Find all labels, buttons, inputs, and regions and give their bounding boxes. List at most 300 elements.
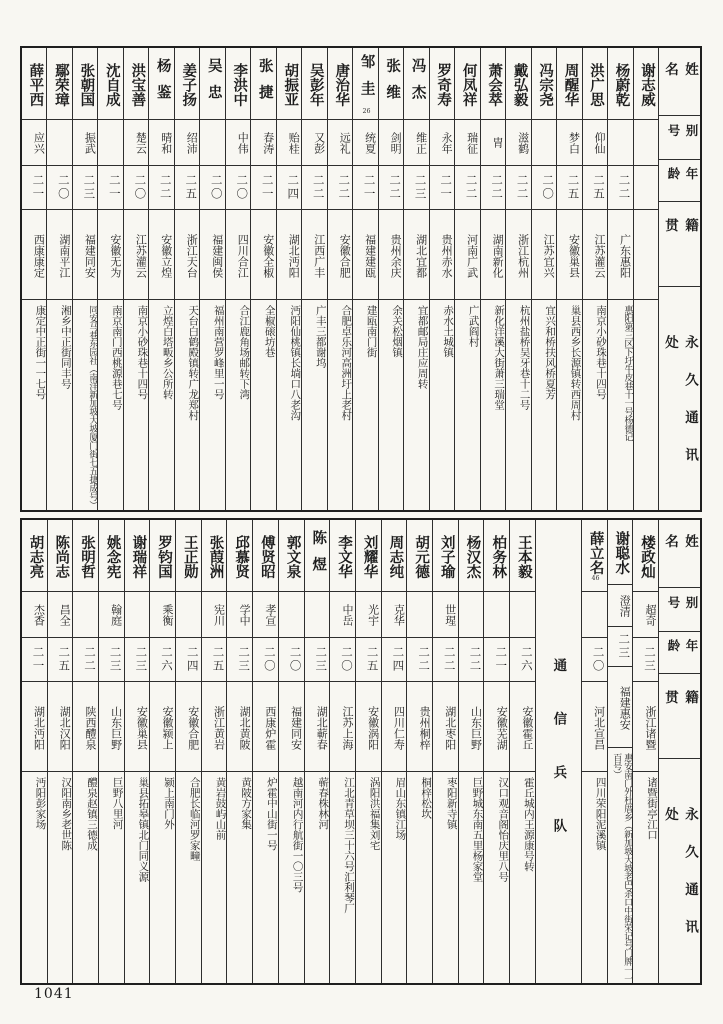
name-cell: 张维: [379, 48, 403, 120]
registry-table-bottom: [20, 518, 702, 985]
address-cell: 合肥长临河罗家疃: [188, 777, 201, 861]
alias-cell: [532, 120, 556, 166]
alias-cell: [484, 592, 509, 638]
address-cell: 黄陂方家集: [240, 777, 253, 830]
alias-cell: 应兴: [22, 120, 46, 166]
address-cell: 南京小砂珠巷十四号: [136, 305, 149, 400]
alias-cell: [305, 592, 330, 638]
person-column: [199, 48, 224, 510]
person-column: [480, 48, 505, 510]
alias-cell: 中伟: [226, 120, 250, 166]
place-cell: 山东巨野: [99, 682, 124, 772]
name-cell: 胡元德: [407, 520, 432, 592]
header-name: 姓名: [659, 48, 700, 116]
name-cell: 沈自成: [98, 48, 122, 120]
age-cell: 二〇: [124, 166, 148, 210]
age-cell: 二〇: [330, 638, 355, 682]
person-column: [148, 48, 173, 510]
place-cell: 贵州桐梓: [407, 682, 432, 772]
age-cell: 二三: [608, 627, 633, 667]
age-cell: 二一: [22, 166, 46, 210]
alias-cell: 维正: [404, 120, 428, 166]
header-age: 年龄: [659, 160, 700, 202]
age-cell: 二五: [202, 638, 227, 682]
place-cell: 安徽无为: [98, 210, 122, 300]
address-cell: 湘乡中正街同丰号: [59, 305, 72, 389]
person-column: [98, 520, 124, 983]
alias-cell: 翰庭: [99, 592, 124, 638]
name-cell: 张朝国: [73, 48, 97, 120]
address-cell: 炉霍中山街一号: [265, 777, 278, 851]
age-cell: 二二: [455, 166, 479, 210]
person-column: [250, 48, 275, 510]
name-cell: 张葭洲: [202, 520, 227, 592]
name-cell: 杨蔚乾: [608, 48, 632, 120]
header-place: 籍贯: [659, 202, 700, 287]
alias-cell: [634, 120, 658, 166]
place-cell: 山东巨野: [459, 682, 484, 772]
place-cell: 河南广武: [455, 210, 479, 300]
age-cell: 二二: [73, 638, 98, 682]
name-cell: 洪广思: [583, 48, 607, 120]
name-cell: 冯杰: [404, 48, 428, 120]
address-cell: 枣阳新寺镇: [445, 777, 458, 830]
age-cell: 二一: [484, 638, 509, 682]
person-column: [355, 520, 381, 983]
address-cell: 全椒磙坊巷: [263, 305, 276, 358]
address-cell: 诸暨街亭江口: [646, 777, 658, 840]
person-column: [458, 520, 484, 983]
address-cell: 赤水土城镇: [442, 305, 455, 358]
place-cell: 湖北蕲春: [305, 682, 330, 772]
name-cell: 王本毅: [510, 520, 535, 592]
name-cell: 萧会萃: [481, 48, 505, 120]
name-cell: 李洪中: [226, 48, 250, 120]
address-cell: 巨野八里河: [111, 777, 124, 830]
age-cell: 二三: [227, 638, 252, 682]
header-address: 永久通讯处: [662, 807, 698, 958]
address-cell: 霍丘城内王源康号转: [522, 777, 535, 872]
alias-cell: 宪川: [202, 592, 227, 638]
age-cell: 二二: [433, 638, 458, 682]
alias-cell: 杰香: [22, 592, 47, 638]
person-column: [381, 520, 407, 983]
place-cell: 西康炉霍: [253, 682, 278, 772]
person-column: [201, 520, 227, 983]
age-cell: 二一: [430, 166, 454, 210]
person-column: [72, 48, 97, 510]
name-cell: 刘耀华: [356, 520, 381, 592]
person-column: [378, 48, 403, 510]
alias-cell: 世瑆: [433, 592, 458, 638]
alias-cell: [279, 592, 304, 638]
alias-cell: 永年: [430, 120, 454, 166]
address-cell: 沔阳仙桃镇长埫口八老沟: [289, 305, 302, 421]
registry-table-top: [20, 46, 702, 512]
alias-cell: 梦白: [557, 120, 581, 166]
name-cell: 胡志亮: [22, 520, 47, 592]
person-column: [123, 48, 148, 510]
place-cell: 四川仁寿: [382, 682, 407, 772]
place-cell: 江西广丰: [302, 210, 326, 300]
address-cell: 立煌白塔畈乡公所转: [161, 305, 174, 400]
footnote-mark: 46: [591, 574, 600, 582]
place-cell: 江苏灌云: [583, 210, 607, 300]
name-cell: 张明哲: [73, 520, 98, 592]
name-cell: 谢志威: [634, 48, 658, 120]
age-cell: 二〇: [279, 638, 304, 682]
age-cell: 二四: [382, 638, 407, 682]
address-cell: 惠阳第三区下圩牛皮巷十一号杨德记: [622, 305, 633, 441]
alias-cell: [510, 592, 535, 638]
alias-cell: [407, 592, 432, 638]
name-cell: 柏务林: [484, 520, 509, 592]
place-cell: 安徽立煌: [149, 210, 173, 300]
age-cell: 二二: [379, 166, 403, 210]
name-cell: 谢聪水: [608, 520, 633, 585]
person-column: [432, 520, 458, 983]
place-cell: 安徽巢县: [125, 682, 150, 772]
address-cell: 南京小砂珠巷十四号: [595, 305, 608, 400]
person-column: [174, 48, 199, 510]
address-cell: 汉口观音阁怡庆里八号: [497, 777, 510, 882]
place-cell: 湖北枣阳: [433, 682, 458, 772]
person-column: [304, 520, 330, 983]
age-cell: 二四: [277, 166, 301, 210]
name-cell: 楼政灿: [633, 520, 658, 592]
age-cell: 二二: [481, 166, 505, 210]
person-column: [505, 48, 530, 510]
alias-cell: 晴和: [149, 120, 173, 166]
person-column: [124, 520, 150, 983]
person-column: [46, 48, 71, 510]
person-column: [406, 520, 432, 983]
age-cell: [634, 166, 658, 210]
place-cell: 湖北黄陂: [227, 682, 252, 772]
address-cell: 合肥卓乐河高洲圩上老村: [340, 305, 353, 421]
person-column: [276, 48, 301, 510]
place-cell: 湖北沔阳: [277, 210, 301, 300]
name-cell: 冯宗尧: [532, 48, 556, 120]
address-cell: 福州南营罗峰里一号: [212, 305, 225, 400]
person-column: [429, 48, 454, 510]
age-cell: 二五: [175, 166, 199, 210]
header-name: 姓名: [659, 520, 700, 588]
person-column: [22, 520, 47, 983]
place-cell: 安徽巢县: [557, 210, 581, 300]
age-cell: 二〇: [582, 638, 607, 682]
age-cell: 二三: [633, 638, 658, 682]
name-cell: 邹圭26: [353, 48, 377, 120]
place-cell: 贵州赤水: [430, 210, 454, 300]
person-column: [509, 520, 535, 983]
age-cell: 二六: [150, 638, 175, 682]
address-cell: 江北青草坝三十六号汇利琴厂: [342, 777, 355, 914]
name-cell: 刘子瑜: [433, 520, 458, 592]
age-cell: 二〇: [200, 166, 224, 210]
place-cell: 福建建瓯: [353, 210, 377, 300]
alias-cell: [47, 120, 71, 166]
header-column: [658, 48, 700, 510]
person-column: [632, 520, 658, 983]
place-cell: 安徽霍丘: [510, 682, 535, 772]
alias-cell: 贻桂: [277, 120, 301, 166]
alias-cell: 统夏: [353, 120, 377, 166]
age-cell: 二三: [404, 166, 428, 210]
alias-cell: 远礼: [328, 120, 352, 166]
place-cell: 福建闽侯: [200, 210, 224, 300]
age-cell: 二一: [98, 166, 122, 210]
address-cell: 沔阳彭家场: [34, 777, 47, 830]
name-cell: 谢瑞祥: [125, 520, 150, 592]
page-number: 1041: [34, 986, 74, 1002]
person-column: [607, 520, 633, 983]
person-column: [22, 48, 46, 510]
alias-cell: 绍沛: [175, 120, 199, 166]
footnote-mark: 26: [362, 107, 371, 115]
place-cell: 福建惠安: [608, 667, 633, 748]
place-cell: 江苏上海: [330, 682, 355, 772]
person-column: [301, 48, 326, 510]
place-cell: 福建同安: [279, 682, 304, 772]
age-cell: 二三: [125, 638, 150, 682]
address-cell: 宜兴和桥扶风桥夏芳: [544, 305, 557, 400]
person-column: [252, 520, 278, 983]
name-cell: 李文华: [330, 520, 355, 592]
person-column: [633, 48, 658, 510]
alias-cell: [608, 120, 632, 166]
address-cell: 康定中正街一一七号: [34, 305, 47, 400]
age-cell: 二五: [356, 638, 381, 682]
name-cell: 杨汉杰: [459, 520, 484, 592]
age-cell: 二五: [48, 638, 73, 682]
alias-cell: 中岳: [330, 592, 355, 638]
address-cell: 新化洋溪大街萧三瑞堂: [493, 305, 506, 410]
address-cell: 天台白鹤殿镇转广龙郑村: [187, 305, 200, 421]
header-age: 年龄: [659, 632, 700, 674]
place-cell: 江苏灌云: [124, 210, 148, 300]
header-place: 籍贯: [659, 674, 700, 759]
age-cell: 二五: [557, 166, 581, 210]
alias-cell: 胄: [481, 120, 505, 166]
place-cell: 安徽芜湖: [484, 682, 509, 772]
age-cell: 二一: [251, 166, 275, 210]
alias-cell: 瑞征: [455, 120, 479, 166]
address-cell: 蕲春株林河: [317, 777, 330, 830]
name-cell: 吴忠: [200, 48, 224, 120]
age-cell: 二六: [510, 638, 535, 682]
address-cell: 巢县西乡长源镇转西周村: [569, 305, 582, 421]
name-cell: 姜子扬: [175, 48, 199, 120]
alias-cell: 乘衡: [150, 592, 175, 638]
name-cell: 戴弘毅: [506, 48, 530, 120]
age-cell: 二二: [407, 638, 432, 682]
person-column: [352, 48, 377, 510]
age-cell: 二〇: [532, 166, 556, 210]
address-cell: 颍上南门外: [163, 777, 176, 830]
person-column: [329, 520, 355, 983]
alias-cell: [73, 592, 98, 638]
age-cell: 二三: [305, 638, 330, 682]
person-column: [483, 520, 509, 983]
name-cell: 傅贤昭: [253, 520, 278, 592]
alias-cell: [98, 120, 122, 166]
age-cell: 二三: [73, 166, 97, 210]
age-cell: 二五: [583, 166, 607, 210]
alias-cell: 孝宣: [253, 592, 278, 638]
place-cell: 安徽合肥: [328, 210, 352, 300]
place-cell: 安徽涡阳: [356, 682, 381, 772]
alias-cell: 克华: [382, 592, 407, 638]
place-cell: 陕西醴泉: [73, 682, 98, 772]
person-column: [556, 48, 581, 510]
alias-cell: 光宇: [356, 592, 381, 638]
alias-cell: 仰仙: [583, 120, 607, 166]
unit-divider-column: [535, 520, 581, 983]
address-cell: 眉山东镇江场: [394, 777, 407, 840]
alias-cell: [582, 592, 607, 638]
place-cell: 浙江天台: [175, 210, 199, 300]
name-cell: 郭文泉: [279, 520, 304, 592]
header-alias: 别号: [659, 588, 700, 632]
person-column: [403, 48, 428, 510]
address-cell: 醴泉赵镇三德成: [85, 777, 98, 851]
name-cell: 姚念宪: [99, 520, 124, 592]
person-column: [72, 520, 98, 983]
alias-cell: 剑明: [379, 120, 403, 166]
header-alias: 别号: [659, 116, 700, 160]
age-cell: 二二: [506, 166, 530, 210]
address-cell: 南京南门西桃源巷七号: [110, 305, 123, 410]
alias-cell: 楚云: [124, 120, 148, 166]
address-cell: [634, 300, 658, 510]
place-cell: 浙江诸暨: [633, 682, 658, 772]
name-cell: 何凤祥: [455, 48, 479, 120]
place-cell: 安徽颍上: [150, 682, 175, 772]
address-cell: 越南河内行航街一〇三号: [291, 777, 304, 893]
alias-cell: 振武: [73, 120, 97, 166]
place-cell: 湖北沔阳: [22, 682, 47, 772]
place-cell: 江苏宜兴: [532, 210, 556, 300]
age-cell: 二一: [22, 638, 47, 682]
place-cell: 湖北宜都: [404, 210, 428, 300]
person-column: [531, 48, 556, 510]
age-cell: 二二: [302, 166, 326, 210]
person-column: [175, 520, 201, 983]
address-cell: 涡阳洪福集刘宅: [368, 777, 381, 851]
alias-cell: [125, 592, 150, 638]
address-cell: 杭州盐桥吴牙巷十二号: [518, 305, 531, 410]
header-address: 永久通讯处: [662, 334, 698, 485]
address-cell: 广丰三都谢坞: [314, 305, 327, 368]
place-cell: 安徽全椒: [251, 210, 275, 300]
name-cell: 邱慕贤: [227, 520, 252, 592]
place-cell: 浙江杭州: [506, 210, 530, 300]
place-cell: 安徽合肥: [176, 682, 201, 772]
address-cell: 宜都邮局庄应周转: [416, 305, 429, 389]
place-cell: 湖南平江: [47, 210, 71, 300]
place-cell: 广东惠阳: [608, 210, 632, 300]
age-cell: 二二: [149, 166, 173, 210]
age-cell: 二〇: [226, 166, 250, 210]
name-cell: 唐治华: [328, 48, 352, 120]
place-cell: [634, 210, 658, 300]
age-cell: 二三: [99, 638, 124, 682]
name-cell: 鄢荣璋: [47, 48, 71, 120]
alias-cell: 又彭: [302, 120, 326, 166]
name-cell: 罗奇寿: [430, 48, 454, 120]
age-cell: 二二: [328, 166, 352, 210]
address-cell: 广武阎村: [467, 305, 480, 347]
address-cell: 黄岩鼓屿山前: [214, 777, 227, 840]
person-column: [454, 48, 479, 510]
address-cell: 巢县拓皋镇北门同义源: [137, 777, 150, 882]
name-cell: 周志纯: [382, 520, 407, 592]
name-cell: 陈煜: [305, 520, 330, 592]
place-cell: 湖南新化: [481, 210, 505, 300]
name-cell: 罗钧国: [150, 520, 175, 592]
alias-cell: [459, 592, 484, 638]
place-cell: 河北宣昌: [582, 682, 607, 772]
person-column: [226, 520, 252, 983]
address-cell: 四川荣阳泥溪镇: [594, 777, 607, 851]
address-cell: 桐梓松坎: [420, 777, 433, 819]
name-cell: 薛立名46: [582, 520, 607, 592]
age-cell: 二二: [459, 638, 484, 682]
person-column: [607, 48, 632, 510]
alias-cell: [176, 592, 201, 638]
person-column: [47, 520, 73, 983]
address-cell: 建瓯南门街: [365, 305, 378, 358]
alias-cell: 昌全: [48, 592, 73, 638]
address-cell: 惠安南门外杜厝乡（新加坡大坡老巴杀口中街荣记号门牌一一百号）: [611, 753, 633, 983]
alias-cell: 学中: [227, 592, 252, 638]
person-column: [582, 48, 607, 510]
person-column: [149, 520, 175, 983]
place-cell: 贵州余庆: [379, 210, 403, 300]
name-cell: 王正勋: [176, 520, 201, 592]
person-column: [327, 48, 352, 510]
address-cell: 汉阳南乡老世陈: [60, 777, 73, 851]
alias-cell: [200, 120, 224, 166]
person-column: [225, 48, 250, 510]
name-cell: 张捷: [251, 48, 275, 120]
address-cell: 巨野城东南五里杨家堂: [471, 777, 484, 882]
age-cell: 二〇: [253, 638, 278, 682]
age-cell: 二四: [176, 638, 201, 682]
place-cell: 福建同安: [73, 210, 97, 300]
person-column: [278, 520, 304, 983]
place-cell: 四川合江: [226, 210, 250, 300]
person-column: [581, 520, 607, 983]
name-cell: 胡振亚: [277, 48, 301, 120]
age-cell: 二二: [608, 166, 632, 210]
name-cell: 陈尚志: [48, 520, 73, 592]
name-cell: 杨鉴: [149, 48, 173, 120]
address-cell: 同安马巷东园社（南洋新加坡大坡厦门街七五捷成号）: [87, 305, 98, 509]
unit-divider-label: 通信兵队: [550, 658, 567, 872]
place-cell: 浙江黄岩: [202, 682, 227, 772]
alias-cell: 超奇: [633, 592, 658, 638]
alias-cell: 春涛: [251, 120, 275, 166]
person-column: [97, 48, 122, 510]
place-cell: 湖北汉阳: [48, 682, 73, 772]
place-cell: 西康康定: [22, 210, 46, 300]
alias-cell: 滋鹤: [506, 120, 530, 166]
header-column: [658, 520, 700, 983]
name-cell: 周醒华: [557, 48, 581, 120]
name-cell: 薛平西: [22, 48, 46, 120]
